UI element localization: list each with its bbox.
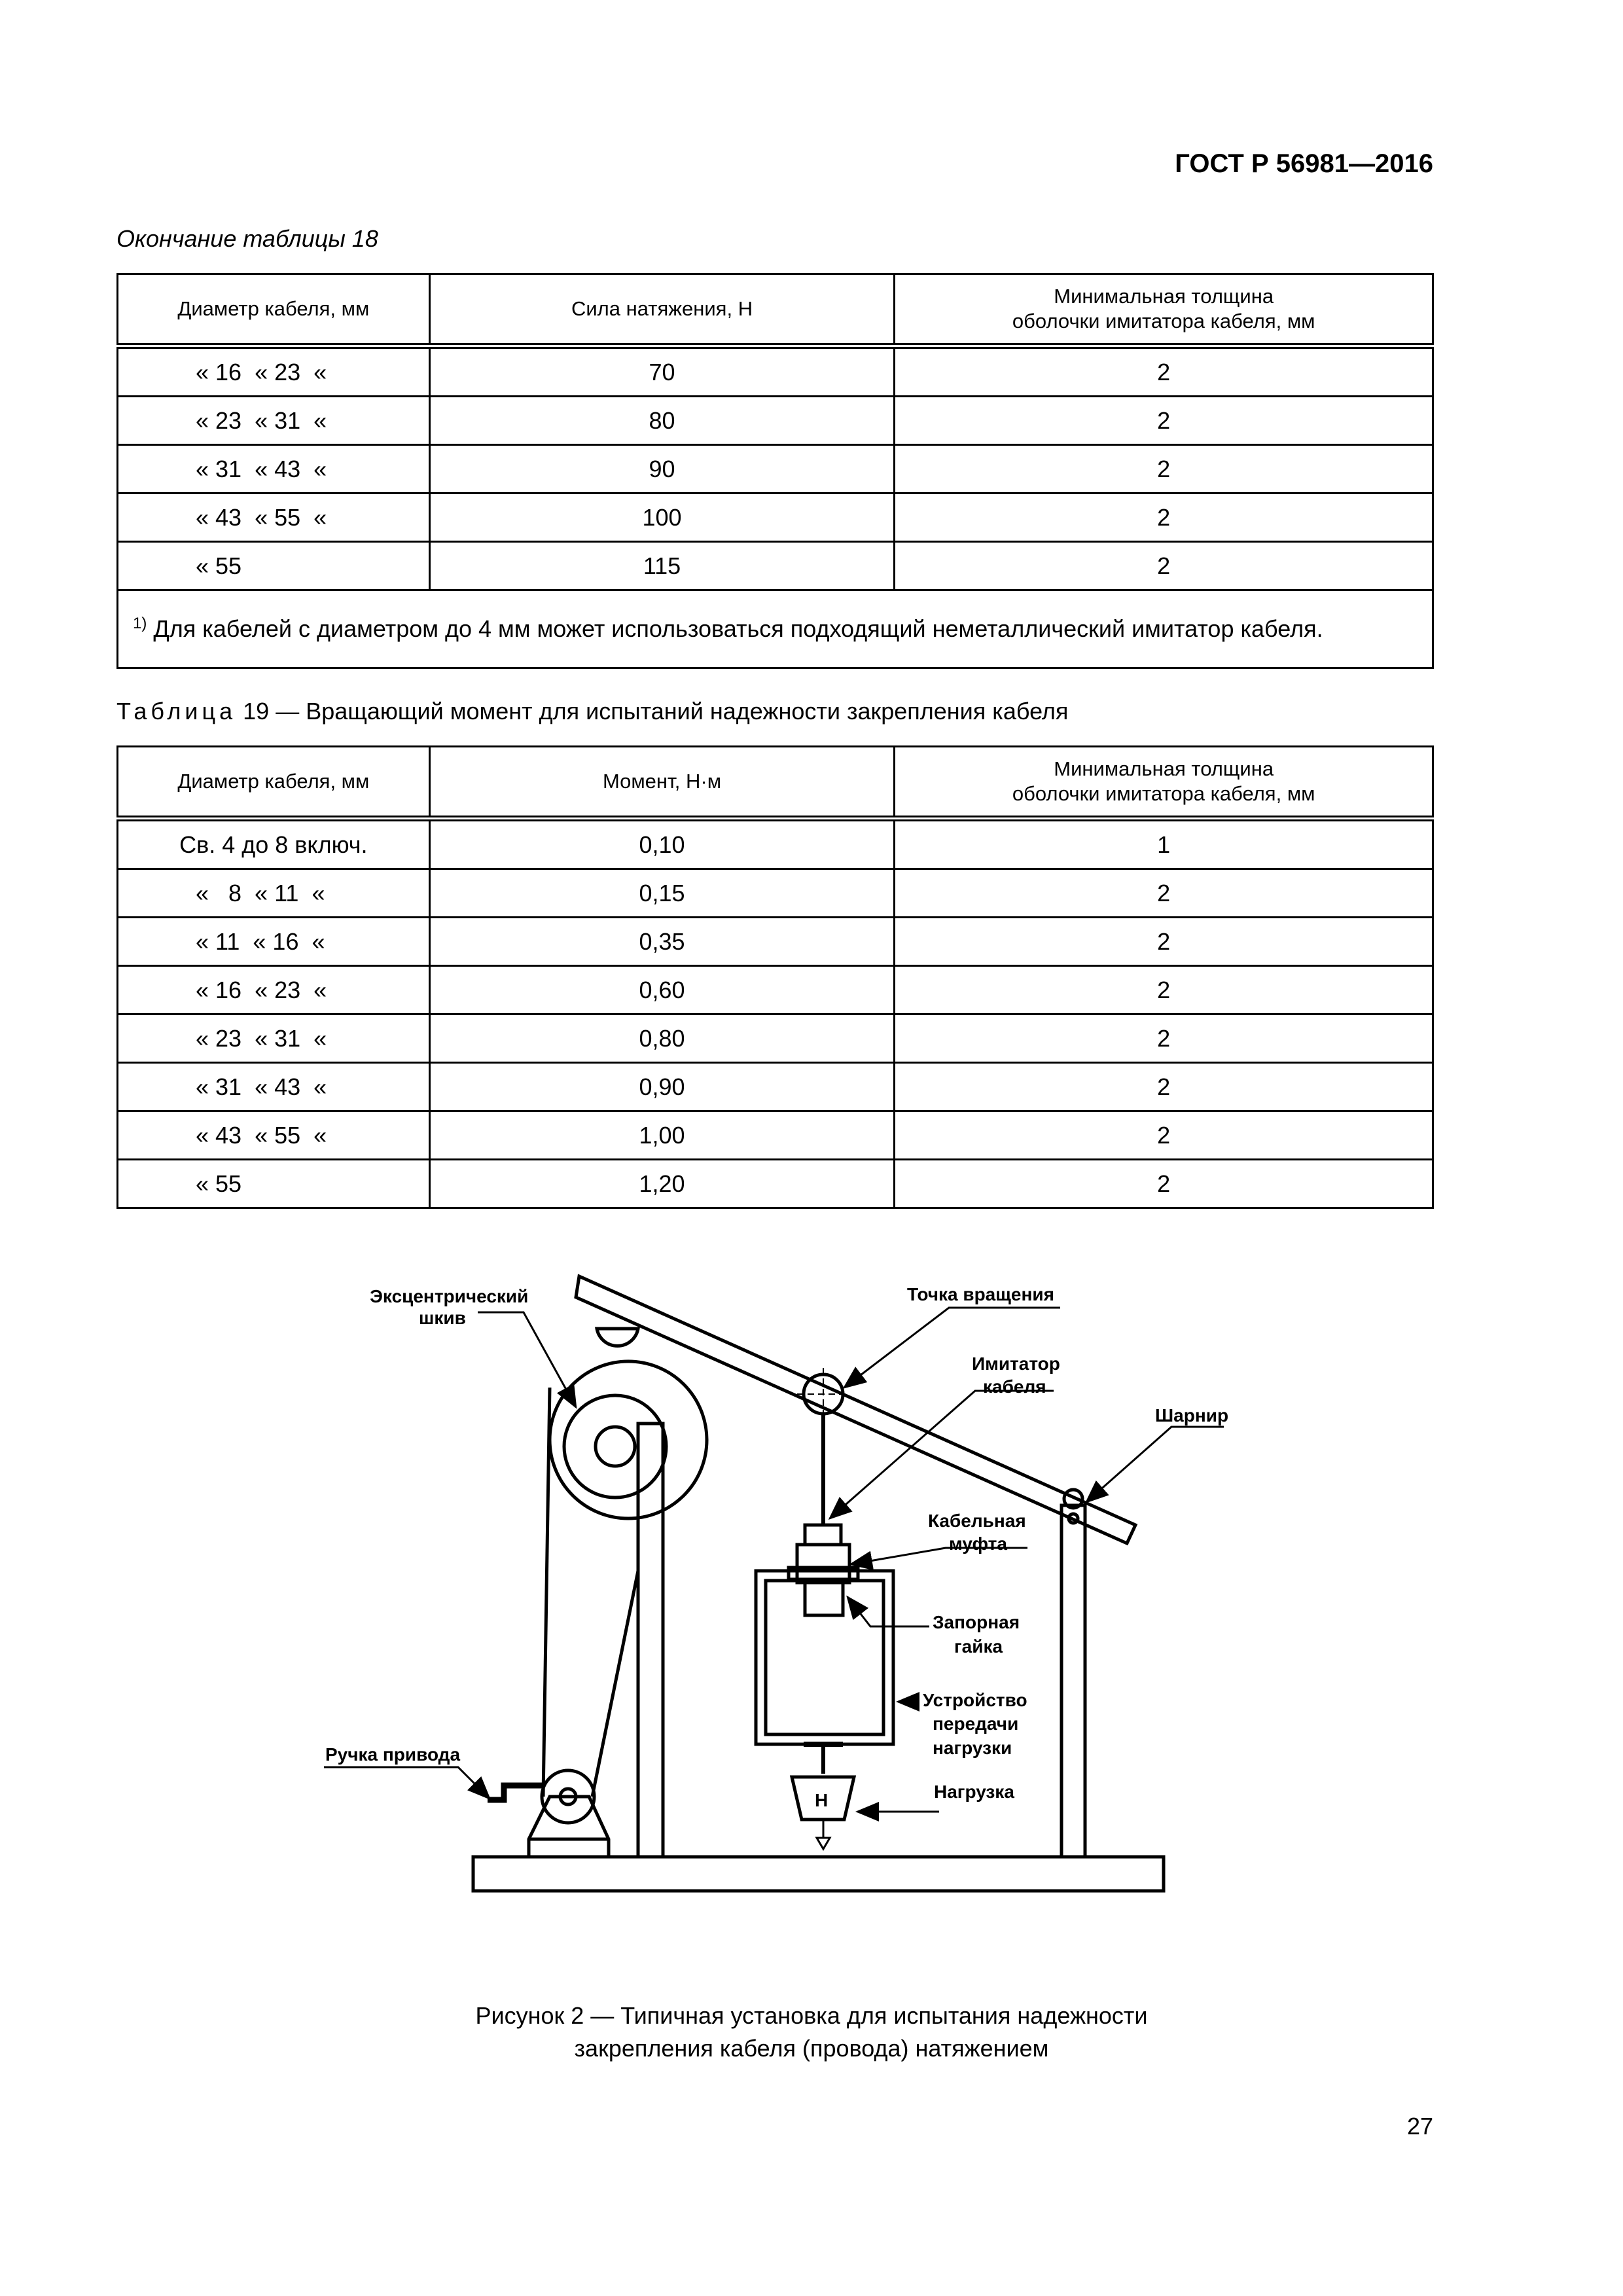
cell-thickness: 2 <box>895 542 1433 590</box>
header-line: Минимальная толщина <box>1054 757 1274 780</box>
header-line: Минимальная толщина <box>1054 285 1274 308</box>
cell-diameter: « 23 « 31 « <box>118 397 430 445</box>
cell-diameter: « 11 « 16 « <box>118 918 430 966</box>
cell-diameter: Св. 4 до 8 включ. <box>118 819 430 869</box>
leader-nut <box>847 1597 929 1626</box>
right-post <box>1061 1505 1085 1857</box>
table-row <box>118 346 1433 397</box>
label-cable-gland-2: муфта <box>949 1534 1007 1554</box>
label-load-device-2: передачи <box>933 1713 1019 1734</box>
load-direction-arrow <box>817 1838 830 1849</box>
table-row <box>118 869 1433 918</box>
cell-diameter: « 55 <box>118 542 430 590</box>
base-plate <box>473 1857 1164 1891</box>
column-header-diameter: Диаметр кабеля, мм <box>118 747 430 819</box>
table-18-continuation-caption: Окончание таблицы 18 <box>116 225 378 252</box>
cam-follower <box>597 1329 638 1346</box>
label-lock-nut: Запорная <box>933 1612 1020 1632</box>
label-cable-gland: Кабельная <box>928 1511 1026 1531</box>
label-load: Нагрузка <box>934 1782 1014 1802</box>
table-row <box>118 542 1433 590</box>
label-cable-simulator-2: кабеля <box>983 1376 1046 1397</box>
table-row <box>118 493 1433 542</box>
table-header-row <box>118 747 1433 819</box>
cell-diameter: « 43 « 55 « <box>118 493 430 542</box>
leader-eccentric <box>478 1312 576 1407</box>
cell-tension: 100 <box>429 493 895 542</box>
cell-moment: 0,90 <box>429 1063 895 1111</box>
leader-simulator <box>830 1391 1054 1518</box>
cell-moment: 0,15 <box>429 869 895 918</box>
label-drive-handle: Ручка привода <box>325 1744 461 1765</box>
table-footnote-row <box>118 590 1433 668</box>
cell-thickness: 2 <box>895 346 1433 397</box>
cell-thickness: 2 <box>895 1111 1433 1160</box>
table-row <box>118 1160 1433 1208</box>
page-number: 27 <box>1406 2113 1433 2140</box>
table-header-row <box>118 274 1433 346</box>
leader-handle <box>324 1767 490 1799</box>
footnote-text: Для кабелей с диаметром до 4 мм может использоваться подходящий неметаллический имитатор кабеля. <box>153 615 1323 642</box>
cell-thickness: 2 <box>895 966 1433 1014</box>
cell-moment: 1,00 <box>429 1111 895 1160</box>
cable-gland <box>805 1525 841 1545</box>
table-19 <box>116 745 1434 1209</box>
cell-diameter: « 55 <box>118 1160 430 1208</box>
label-pivot-point: Точка вращения <box>907 1284 1054 1304</box>
cell-thickness: 2 <box>895 869 1433 918</box>
cell-tension: 115 <box>429 542 895 590</box>
cell-thickness: 2 <box>895 1014 1433 1063</box>
cell-moment: 0,80 <box>429 1014 895 1063</box>
table-19-title <box>116 698 1068 725</box>
cell-thickness: 2 <box>895 493 1433 542</box>
table-row <box>118 397 1433 445</box>
cell-thickness: 2 <box>895 1063 1433 1111</box>
cell-diameter: « 43 « 55 « <box>118 1111 430 1160</box>
label-load-device: Устройство <box>923 1690 1027 1710</box>
cell-diameter: « 16 « 23 « <box>118 346 430 397</box>
label-cable-simulator: Имитатор <box>972 1354 1060 1374</box>
lever-arm <box>576 1276 1135 1543</box>
label-load-device-3: нагрузки <box>933 1738 1012 1758</box>
cell-moment: 1,20 <box>429 1160 895 1208</box>
test-apparatus-figure <box>0 1244 1623 1931</box>
table-word: Таблица <box>116 698 237 725</box>
leader-pivot <box>844 1308 1060 1388</box>
table-row <box>118 918 1433 966</box>
load-transfer-frame <box>756 1571 893 1744</box>
cell-moment: 0,10 <box>429 819 895 869</box>
table-row <box>118 445 1433 493</box>
column-header-moment: Момент, Н·м <box>429 747 895 819</box>
cell-tension: 80 <box>429 397 895 445</box>
header-line: оболочки имитатора кабеля, мм <box>1012 782 1315 805</box>
label-eccentric-pulley-2: шкив <box>419 1308 466 1328</box>
figure-caption-line: закрепления кабеля (провода) натяжением <box>574 2035 1049 2062</box>
label-eccentric-pulley: Эксцентрический <box>370 1286 529 1306</box>
figure-caption <box>0 2000 1623 2065</box>
cell-tension: 70 <box>429 346 895 397</box>
cell-thickness: 2 <box>895 918 1433 966</box>
cell-thickness: 2 <box>895 1160 1433 1208</box>
cell-tension: 90 <box>429 445 895 493</box>
cell-thickness: 2 <box>895 397 1433 445</box>
cell-diameter: « 31 « 43 « <box>118 445 430 493</box>
column-header-thickness <box>895 747 1433 819</box>
footnote-mark: 1) <box>133 615 147 632</box>
table-row <box>118 1063 1433 1111</box>
table-footnote <box>118 590 1433 668</box>
table-row <box>118 1014 1433 1063</box>
table-18 <box>116 273 1434 669</box>
label-lock-nut-2: гайка <box>954 1636 1003 1657</box>
cell-thickness: 1 <box>895 819 1433 869</box>
figure-caption-line: Рисунок 2 — Типичная установка для испытания надежности <box>475 2002 1148 2029</box>
cell-diameter: « 8 « 11 « <box>118 869 430 918</box>
drive-handle <box>488 1785 543 1800</box>
document-code: ГОСТ Р 56981—2016 <box>1175 149 1433 178</box>
table-19-title-text: 19 — Вращающий момент для испытаний надежности закрепления кабеля <box>236 698 1069 725</box>
header-line: оболочки имитатора кабеля, мм <box>1012 310 1315 332</box>
column-header-diameter: Диаметр кабеля, мм <box>118 274 430 346</box>
table-row <box>118 966 1433 1014</box>
table-row <box>118 819 1433 869</box>
table-row <box>118 1111 1433 1160</box>
column-header-tension: Сила натяжения, Н <box>429 274 895 346</box>
cell-thickness: 2 <box>895 445 1433 493</box>
cell-diameter: « 31 « 43 « <box>118 1063 430 1111</box>
leader-hinge <box>1086 1427 1224 1502</box>
column-header-thickness <box>895 274 1433 346</box>
weight-mark: Н <box>815 1790 829 1810</box>
cell-diameter: « 16 « 23 « <box>118 966 430 1014</box>
cell-moment: 0,60 <box>429 966 895 1014</box>
cell-diameter: « 23 « 31 « <box>118 1014 430 1063</box>
label-hinge: Шарнир <box>1155 1405 1229 1426</box>
cell-moment: 0,35 <box>429 918 895 966</box>
